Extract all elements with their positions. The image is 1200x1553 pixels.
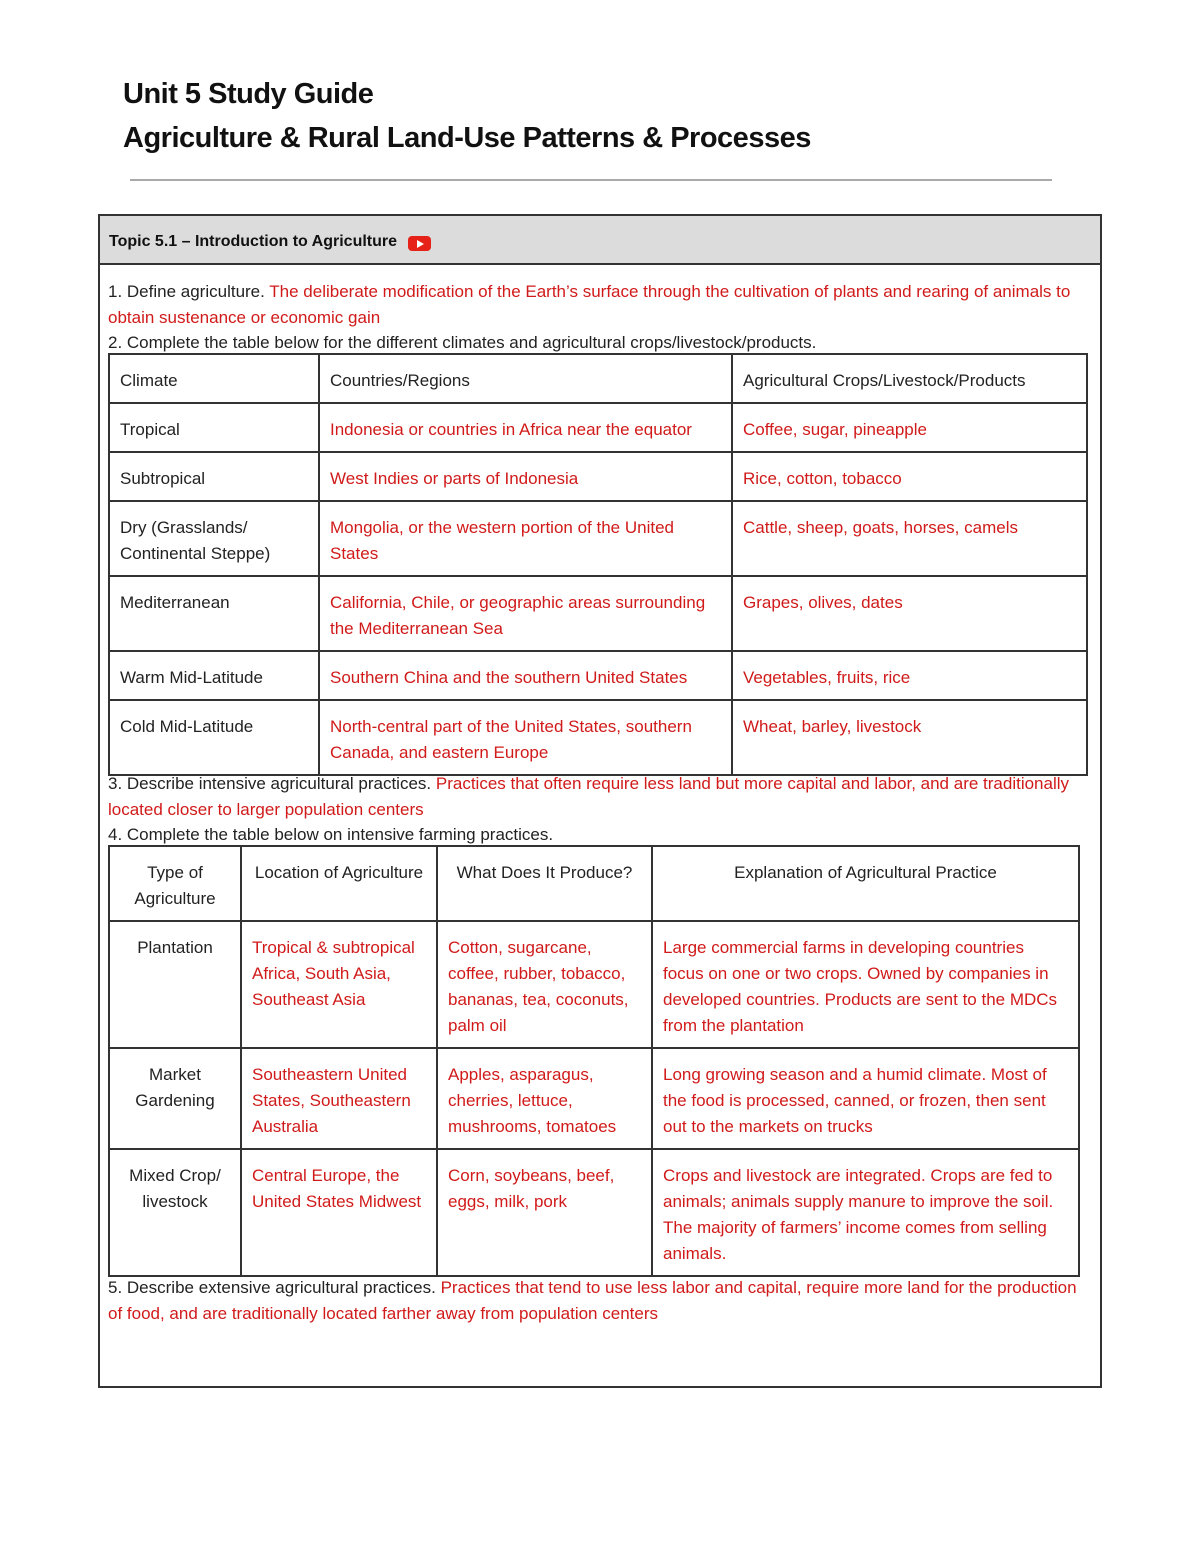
question-1-text: 1. Define agriculture. [108,282,270,301]
table-header-cell: Type of Agriculture [109,846,241,921]
products-cell: Grapes, olives, dates [732,576,1087,651]
explanation-cell: Large commercial farms in developing countries focus on one or two crops. Owned by companies in developed countries. Products are sent to the MDCs from the plantation [652,921,1079,1048]
table-row [109,1048,1079,1149]
regions-cell: Mongolia, or the western portion of the United States [319,501,732,576]
question-4-text: 4. Complete the table below on intensive farming practices. [108,825,554,844]
climate-cell: Warm Mid-Latitude [109,651,319,700]
question-2 [108,330,1083,356]
products-cell: Coffee, sugar, pineapple [732,403,1087,452]
table-header-cell: Agricultural Crops/Livestock/Products [732,354,1087,403]
location-cell: Tropical & subtropical Africa, South Asia, Southeast Asia [241,921,437,1048]
table-header-cell: What Does It Produce? [437,846,652,921]
produce-cell: Apples, asparagus, cherries, lettuce, mushrooms, tomatoes [437,1048,652,1149]
question-3 [108,771,1083,822]
table-header-row [109,846,1079,921]
question-5-answer: Practices that tend to use less labor and capital, require more land for the production of food, and are traditionally located farther away from population centers [108,1278,1077,1323]
agriculture-type-cell: Mixed Crop/ livestock [109,1149,241,1276]
table-header-cell: Explanation of Agricultural Practice [652,846,1079,921]
produce-cell: Cotton, sugarcane, coffee, rubber, tobacco, bananas, tea, coconuts, palm oil [437,921,652,1048]
intensive-farming-table [108,845,1080,1277]
climate-cell: Tropical [109,403,319,452]
table-row [109,576,1087,651]
climate-cell: Mediterranean [109,576,319,651]
explanation-cell: Long growing season and a humid climate. Most of the food is processed, canned, or frozen, then sent out to the markets on trucks [652,1048,1079,1149]
page-title: Unit 5 Study Guide [123,78,374,110]
table-row [109,452,1087,501]
page-subtitle: Agriculture & Rural Land-Use Patterns & Processes [123,122,811,154]
title-divider [130,179,1052,181]
question-2-text: 2. Complete the table below for the different climates and agricultural crops/livestock/products. [108,333,817,352]
question-5-text: 5. Describe extensive agricultural practices. [108,1278,441,1297]
table-header-row [109,354,1087,403]
question-5 [108,1275,1083,1326]
question-4 [108,822,1083,848]
agriculture-type-cell: Market Gardening [109,1048,241,1149]
table-row [109,921,1079,1048]
question-1-answer: The deliberate modification of the Earth’s surface through the cultivation of plants and rearing of animals to obtain sustenance or economic gain [108,282,1071,327]
table-row [109,1149,1079,1276]
question-1 [108,279,1083,330]
location-cell: Southeastern United States, Southeastern Australia [241,1048,437,1149]
table-row [109,501,1087,576]
climate-table [108,353,1088,776]
location-cell: Central Europe, the United States Midwest [241,1149,437,1276]
climate-cell: Subtropical [109,452,319,501]
table-header-cell: Location of Agriculture [241,846,437,921]
agriculture-type-cell: Plantation [109,921,241,1048]
produce-cell: Corn, soybeans, beef, eggs, milk, pork [437,1149,652,1276]
topic-label: Topic 5.1 – Introduction to Agriculture [109,233,398,250]
regions-cell: Indonesia or countries in Africa near the equator [319,403,732,452]
products-cell: Wheat, barley, livestock [732,700,1087,775]
explanation-cell: Crops and livestock are integrated. Crops are fed to animals; animals supply manure to improve the soil. The majority of farmers’ income comes from selling animals. [652,1149,1079,1276]
products-cell: Rice, cotton, tobacco [732,452,1087,501]
table-header-cell: Climate [109,354,319,403]
products-cell: Vegetables, fruits, rice [732,651,1087,700]
table-row [109,403,1087,452]
table-row [109,651,1087,700]
regions-cell: North-central part of the United States, southern Canada, and eastern Europe [319,700,732,775]
regions-cell: Southern China and the southern United States [319,651,732,700]
table-row [109,700,1087,775]
question-3-text: 3. Describe intensive agricultural practices. [108,774,436,793]
products-cell: Cattle, sheep, goats, horses, camels [732,501,1087,576]
question-3-answer: Practices that often require less land but more capital and labor, and are traditionally located closer to larger population centers [108,774,1070,819]
regions-cell: California, Chile, or geographic areas surrounding the Mediterranean Sea [319,576,732,651]
regions-cell: West Indies or parts of Indonesia [319,452,732,501]
climate-cell: Dry (Grasslands/ Continental Steppe) [109,501,319,576]
climate-cell: Cold Mid-Latitude [109,700,319,775]
topic-header [100,216,1100,265]
table-header-cell: Countries/Regions [319,354,732,403]
youtube-icon[interactable] [408,236,431,251]
